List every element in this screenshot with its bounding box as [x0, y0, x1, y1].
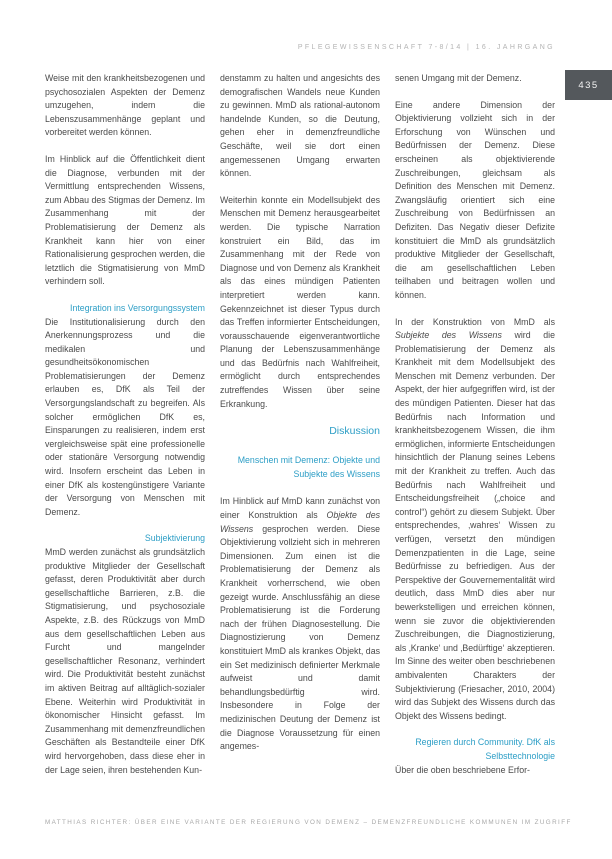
- text-column-1: [45, 72, 205, 812]
- section-heading: Diskussion: [329, 425, 380, 438]
- running-footer: MATTHIAS RICHTER: ÜBER EINE VARIANTE DER REGIERUNG VON DEMENZ – DEMENZFREUNDLICHE KOMMUNEN IM ZUGRIFF: [45, 819, 572, 826]
- paragraph: Weise mit den krankheitsbezogenen und psychosozialen Aspekten der Demenz umzugehen, indem die Lebenszusammenhänge geplant und vorbereitet werden können.: [45, 73, 205, 138]
- article-body: [45, 72, 555, 812]
- paragraph: MmD werden zunächst als grundsätzlich produktive Mitglieder der Gesellschaft gefasst, deren Produktivität aber durch gesellschaftliche Barrieren, z.B. die Stigmatisierung, und psychosoziale Aspekte, z.B. des Rückzugs von MmD aus dem gesellschaftlichen Leben aus Furcht und mangelnder gesellschaftlicher Resonanz, verhindert wird. Die Produktivität besteht zunächst im aktiven Beitrag auf alltäglich-sozialer Ebene. Weiterhin wird Produktivität in ökonomischer Hinsicht gefasst. Im Zusammenhang mit demenzfreundlichen Geschäften als Bestandteile einer DfK wird hervorgehoben, dass diese eher in der Lage seien, ihren bestehenden Kun-: [45, 547, 205, 775]
- paragraph: Im Hinblick auf die Öffentlichkeit dient die Diagnose, verbunden mit der Vermittlung entsprechenden Wissens, zum Abbau des Stigmas der Demenz. Im Zusammenhang mit der Problematisierung der Demenz als Krankheit kann hier von einer Rationalisierung gesprochen werden, die letztlich die Stigmatisierung von MmD verhindern soll.: [45, 153, 205, 287]
- paragraph: Weiterhin konnte ein Modellsubjekt des Menschen mit Demenz herausgearbeitet werden. Die typische Narration konstruiert ein Bild, das im Zusammenhang mit der Rede von Diagnose und von Demenz als Krankheit als das eines mündigen Patienten interpretiert werden kann. Gekennzeichnet ist dieser Typus durch das Treffen informierter Entscheidungen, vorausschauende eigenverantwortliche Planung der Lebenszusammenhänge und das Bedürfnis nach Wahlfreiheit, ermöglicht durch entsprechendes zutreffendes Wissen über seine Erkrankung.: [220, 194, 380, 409]
- section-heading: Menschen mit Demenz: Objekte und Subjekte des Wissens: [237, 455, 380, 479]
- section-heading: Subjektivierung: [144, 533, 205, 544]
- paragraph: Über die oben beschriebene Erfor-: [395, 764, 530, 775]
- paragraph: Eine andere Dimension der Objektivierung vollzieht sich in der Erforschung von Wünschen und Bedürfnissen der Demenz. Diese erscheinen als objektivierende Zuschreibungen, gleichsam als Definition des Menschen mit Demenz. Zwangsläufig orientiert sich eine Zuschreibung von Bedürfnissen an Defiziten. Das Negativ dieser Defizite konstituiert die MmD als grundsätzlich produktive Mitglieder der Gesellschaft, die am gesellschaftlichen Leben teilhaben und beitragen wollen und können.: [395, 99, 555, 300]
- text-column-3: [395, 72, 555, 812]
- paragraph: In der Konstruktion von MmD als Subjekte des Wissens wird die Problematisierung der Demenz als Krankheit mit dem Modellsubjekt des Menschen mit Demenz verbunden. Der Aspekt, der hier aufgegriffen wird, ist der des mündigen Patienten. Dieser hat das Bedürfnis nach Information und krankheitsbezogenem Wissen, die ihm ermöglichen, informierte Entscheidungen hinsichtlich der Planung seines Lebens mit der Krankheit zu treffen. Auch das Bedürfnis nach Wahlfreiheit und Entscheidungsfreiheit („choice and control“) gehört zu diesem Subjekt. Über entsprechendes, ‚wahres‘ Wissen zu verfügen, versetzt den mündigen Demenzpatienten in die Lage, seine Bedürfnisse zu befriedigen. Aus der Perspektive der Gouvernementalität wird deutlich, dass MmD dies aber nur bewerkstelligen und erreichen können, wenn sie zuvor die objektivierenden Zuschreibungen, die Diagnostizierung, als ‚Kranke‘ und ‚Bedürftige‘ akzeptieren. Im Sinne des weiter oben beschriebenen ambivalenten Charakters der Subjektivierung (Friesacher, 2010, 2004) wird das Subjekt des Wissens durch das Objekt des Wissens bedingt.: [395, 316, 555, 721]
- paragraph: senen Umgang mit der Demenz.: [395, 73, 522, 83]
- text-column-2: [220, 72, 380, 812]
- page-number-badge: [565, 70, 612, 100]
- section-heading: Regieren durch Community. DfK als Selbsttechnologie: [415, 737, 555, 761]
- section-heading: Integration ins Versorgungssystem: [70, 302, 205, 313]
- page-number: 435: [578, 79, 599, 91]
- running-header: PFLEGEWISSENSCHAFT 7-8/14 | 16. JAHRGANG: [297, 44, 555, 51]
- paragraph: Im Hinblick auf MmD kann zunächst von einer Konstruktion als Objekte des Wissens gesprochen werden. Diese Objektivierung vollzieht sich in mehreren Dimensionen. Zum einen ist die Problematisierung der Demenz als Krankheit vorherrschend, wie oben gezeigt wurde. Anschlussfähig an diese Problematisierung ist die Forderung nach der frühen Diagnosestellung. Die Diagnostizierung von Demenz konstituiert MmD als krankes Objekt, das ein Set medizinisch definierter Merkmale aufweist und damit behandlungsbedürftig wird. Insbesondere in Folge der medizinischen Deutung der Demenz ist die Diagnose Voraussetzung für einen angemes-: [220, 496, 380, 752]
- paragraph: denstamm zu halten und angesichts des demografischen Wandels neue Kunden zu gewinnen. MmD als rational-autonom handelnde Kunden, so die Deutung, gehen eher in demenzfreundliche Geschäfte, weil sie dort einen angemessenen Umgang erwarten können.: [220, 73, 380, 179]
- paragraph: Die Institutionalisierung durch den Anerkennungsprozess und die medikalen und gesundheitsökonomischen Problematisierungen der Demenz erlauben es, DfK als Teil der Versorgungslandschaft zu begreifen. Als solcher ermöglichen DfK es, Einsparungen zu realisieren, indem erst vergleichsweise spät eine professionelle oder stationäre Versorgung notwendig wird. Insofern erscheint das Leben in einer DfK als kostengünstigere Variante der Versorgung von Menschen mit Demenz.: [45, 316, 205, 517]
